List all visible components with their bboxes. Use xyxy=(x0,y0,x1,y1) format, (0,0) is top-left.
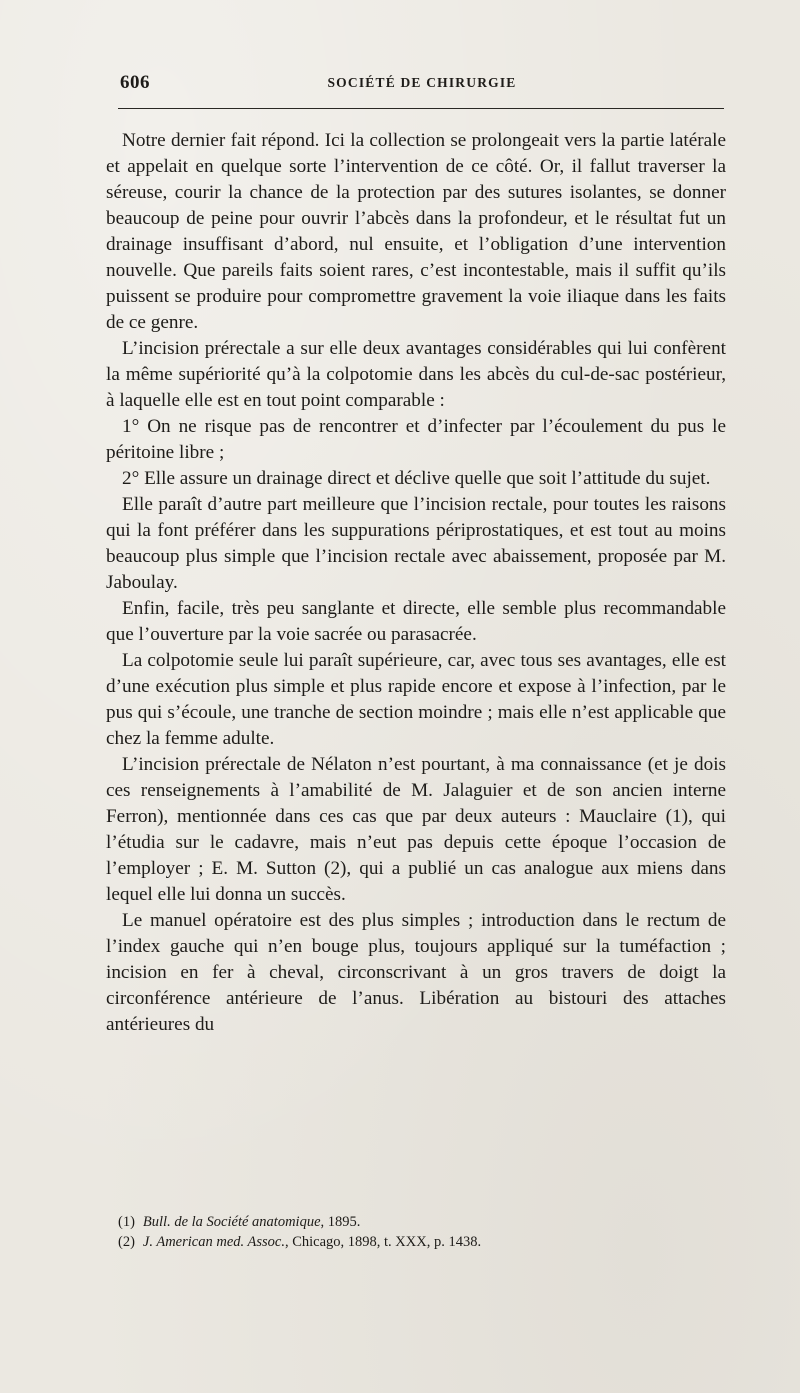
running-title: SOCIÉTÉ DE CHIRURGIE xyxy=(327,75,517,90)
paragraph: Enfin, facile, très peu sanglante et directe, elle semble plus recommandable que l’ouverture par la voie sacrée ou parasacrée. xyxy=(106,598,726,645)
footnote-mark: (2) xyxy=(118,1234,135,1250)
footnotes xyxy=(118,1212,724,1252)
footnote-source-title: Bull. de la Société anatomique xyxy=(142,1214,321,1230)
paragraph: Elle paraît d’autre part meilleure que l’incision rectale, pour toutes les raisons qui la font préférer dans les suppurations périprostatiques, et est tout au moins beaucoup plus simple que l’incision rectale avec abaissement, proposée par M. Jaboulay. xyxy=(106,494,726,593)
paragraph: Notre dernier fait répond. Ici la collection se prolongeait vers la partie latérale et appelait en quelque sorte l’intervention de ce côté. Or, il fallut traverser la séreuse, courir la chance de la protection par des sutures isolantes, se donner beaucoup de peine pour ouvrir l’abcès dans la profondeur, et le résultat fut un drainage insuffisant d’abord, nul ensuite, et l’obligation d’une intervention nouvelle. Que pareils faits soient rares, c’est incontestable, mais il suffit qu’ils puissent se produire pour compromettre gravement la voie iliaque dans les faits de ce genre. xyxy=(106,130,726,333)
footnote xyxy=(118,1232,724,1252)
footnote xyxy=(118,1212,724,1232)
paragraph: L’incision prérectale de Nélaton n’est pourtant, à ma connaissance (et je dois ces renseignements à l’amabilité de M. Jalaguier et de son ancien interne Ferron), mentionnée dans ces cas que par deux auteurs : Mauclaire (1), qui l’étudia sur le cadavre, mais n’eut pas depuis cette époque l’occasion de l’employer ; E. M. Sutton (2), qui a publié un cas analogue aux miens dans lequel elle lui donna un succès. xyxy=(106,754,726,905)
page-number: 606 xyxy=(120,72,150,93)
paragraph: L’incision prérectale a sur elle deux avantages considérables qui lui confèrent la même supériorité qu’à la colpotomie dans les abcès du cul-de-sac postérieur, à laquelle elle est en tout point comparable : xyxy=(106,338,726,411)
paragraph: 2° Elle assure un drainage direct et déclive quelle que soit l’attitude du sujet. xyxy=(122,468,711,489)
paragraph: La colpotomie seule lui paraît supérieure, car, avec tous ses avantages, elle est d’une exécution plus simple et plus rapide encore et expose à l’infection, par le pus qui s’écoule, une tranche de section moindre ; mais elle n’est applicable que chez la femme adulte. xyxy=(106,650,726,749)
footnote-mark: (1) xyxy=(118,1214,135,1230)
footnote-details: , 1895. xyxy=(320,1214,361,1230)
footnote-details: , Chicago, 1898, t. XXX, p. 1438. xyxy=(284,1234,482,1250)
body-text xyxy=(106,128,726,1038)
paragraph: 1° On ne risque pas de rencontrer et d’infecter par l’écoulement du pus le péritoine libre ; xyxy=(106,416,726,463)
page-header xyxy=(120,72,724,96)
footnote-source-title: J. American med. Assoc. xyxy=(142,1234,285,1250)
header-rule xyxy=(118,108,724,109)
paragraph: Le manuel opératoire est des plus simples ; introduction dans le rectum de l’index gauche qui n’en bouge plus, toujours appliqué sur la tuméfaction ; incision en fer à cheval, circonscrivant à un gros travers de doigt la circonférence antérieure de l’anus. Libération au bistouri des attaches antérieures du xyxy=(106,910,726,1035)
